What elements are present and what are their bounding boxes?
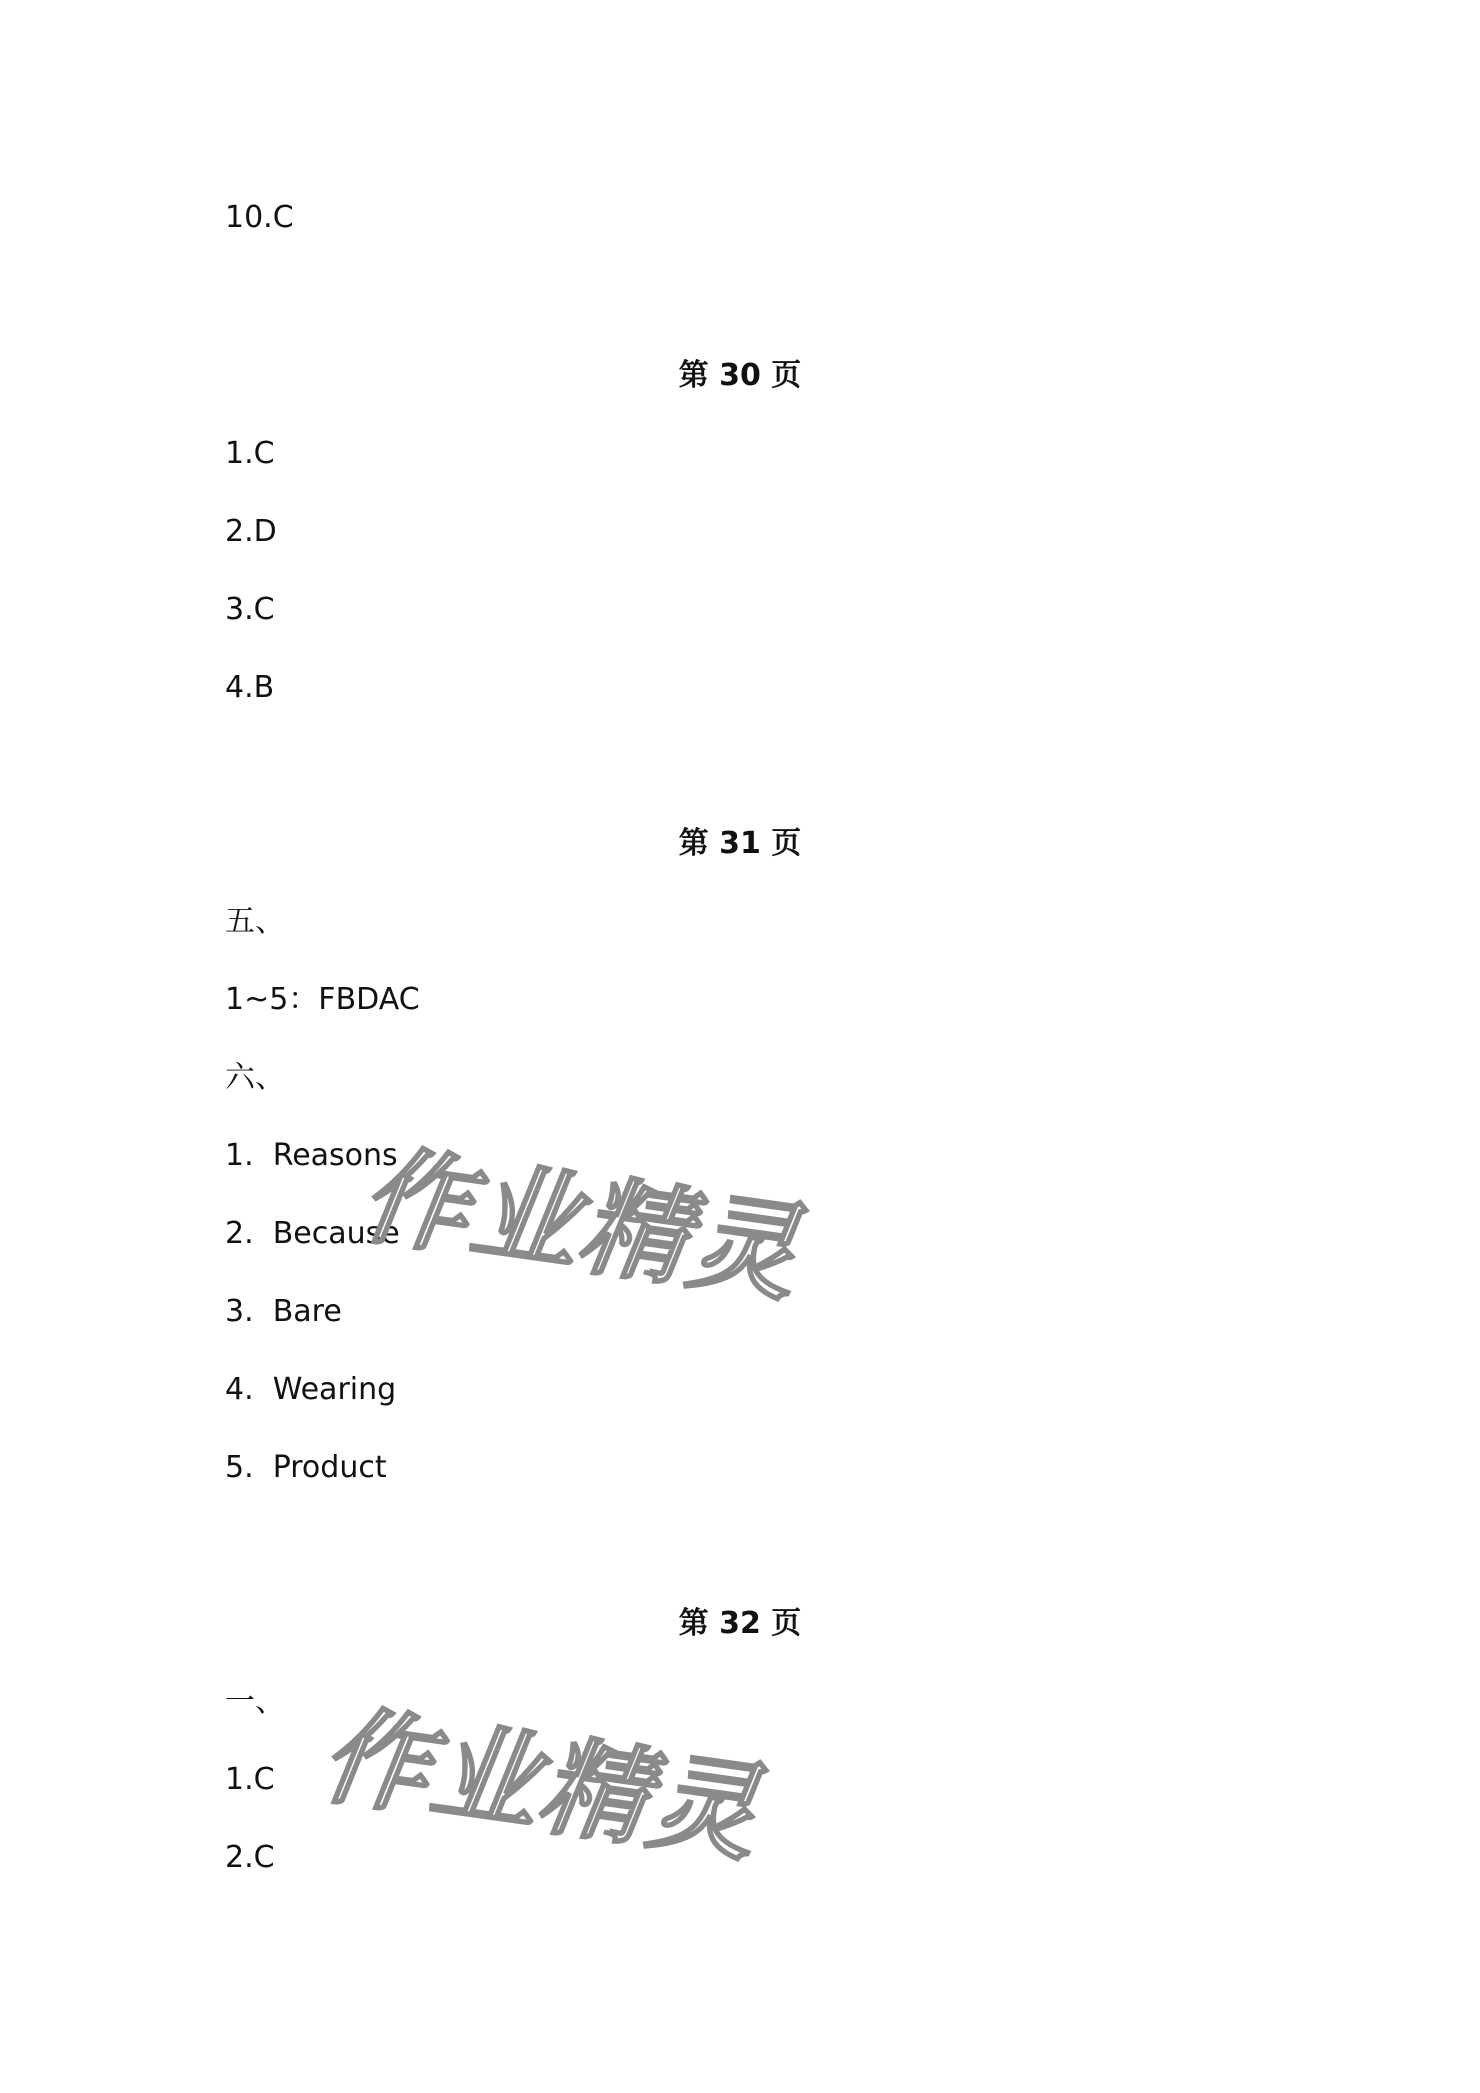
answer-p32-2: 2.C: [225, 1840, 275, 1875]
watermark-logo: 作业精灵: [314, 1692, 768, 1878]
answer-p31-6-4: 4. Wearing: [225, 1372, 397, 1407]
answer-p31-6-1: 1. Reasons: [225, 1138, 398, 1173]
answer-p30-1: 1.C: [225, 436, 275, 471]
answer-p30-4: 4.B: [225, 670, 275, 705]
watermark-logo: 作业精灵: [354, 1132, 808, 1318]
answer-p32-1: 1.C: [225, 1762, 275, 1797]
answer-10: 10.C: [225, 200, 294, 235]
answer-p30-2: 2.D: [225, 514, 277, 549]
answer-p31-6-5: 5. Product: [225, 1450, 387, 1485]
answer-p31-1-5: 1~5：FBDAC: [225, 982, 420, 1017]
section-five-label: 五、: [225, 904, 285, 939]
page-heading-32: 第 32 页: [678, 1606, 802, 1641]
answer-p31-6-2: 2. Because: [225, 1216, 400, 1251]
page-heading-30: 第 30 页: [678, 358, 802, 393]
answer-p30-3: 3.C: [225, 592, 275, 627]
answer-p31-6-3: 3. Bare: [225, 1294, 342, 1329]
section-six-label: 六、: [225, 1060, 285, 1095]
section-one-label: 一、: [225, 1684, 285, 1719]
page-heading-31: 第 31 页: [678, 826, 802, 861]
